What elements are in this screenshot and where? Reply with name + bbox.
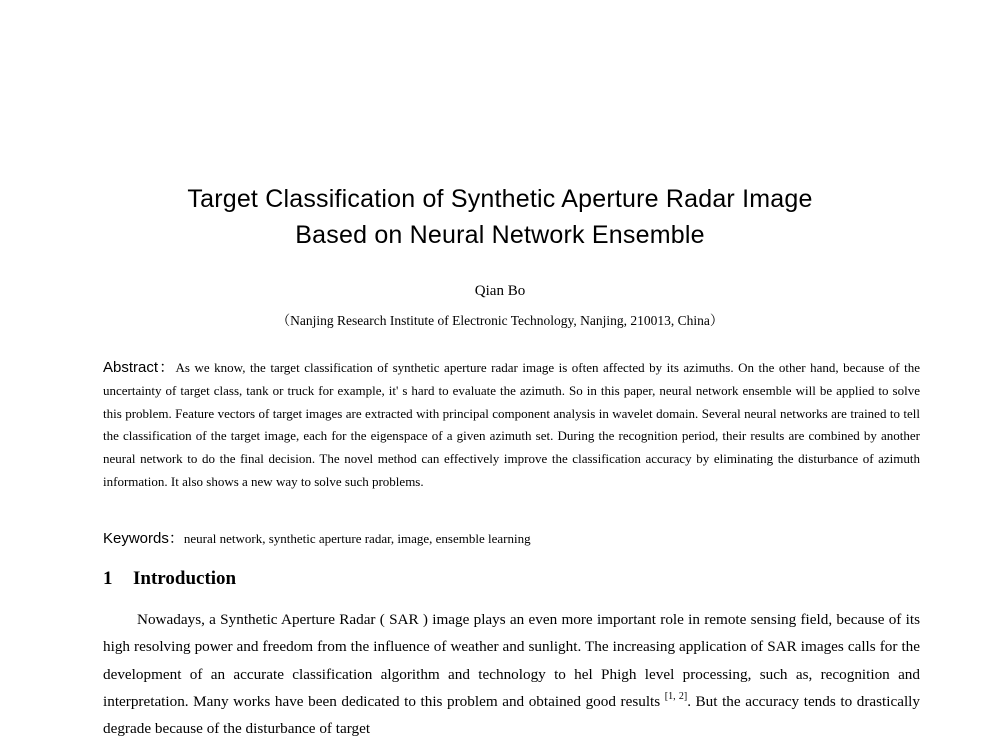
keywords bbox=[103, 528, 920, 550]
section-heading bbox=[103, 565, 236, 593]
author-affiliation: （Nanjing Research Institute of Electronic Technology, Nanjing, 210013, China） bbox=[276, 313, 724, 328]
keywords-text: neural network, synthetic aperture radar, image, ensemble learning bbox=[183, 531, 531, 546]
keywords-label: Keywords： bbox=[103, 530, 184, 547]
paper-title-line-1: Target Classification of Synthetic Aperture Radar Image bbox=[187, 185, 813, 213]
abstract bbox=[103, 357, 920, 494]
paper-title-line-2: Based on Neural Network Ensemble bbox=[295, 221, 705, 249]
author-name: Qian Bo bbox=[474, 283, 526, 299]
intro-text-part-2: . But the accuracy tends to drastically degrade because of the disturbance of target bbox=[103, 692, 920, 738]
abstract-text: As we know, the target classification of synthetic aperture radar image is often affected by its azimuths. On the other hand, because of the uncertainty of target class, tank or truck for example, it' s hard to evaluate the azimuth. So in this paper, neural network ensemble will be applied to solve this problem. Feature vectors of target images are extracted with principal component analysis in wavelet domain. Several neural networks are trained to tell the classification of the target image, each for the eigenspace of a given azimuth set. During the recognition period, their results are combined by another neural network to do the final decision. The novel method can effectively improve the classification accuracy by eliminating the disturbance of azimuth information. It also shows a new way to solve such problems. bbox=[103, 360, 920, 489]
citation: [1, 2] bbox=[664, 690, 688, 702]
introduction-paragraph bbox=[103, 606, 920, 742]
intro-text-part-1: Nowadays, a Synthetic Aperture Radar ( SAR ) image plays an even more important role in remote sensing field, because of its high resolving power and freedom from the influence of weather and sunlight. The increasing application of SAR images calls for the development of an accurate classification algorithm and technology to hel Phigh level processing, such as, recognition and interpretation. Many works have been dedicated to this problem and obtained good results bbox=[103, 611, 920, 710]
section-number: 1 bbox=[103, 568, 113, 589]
abstract-label: Abstract： bbox=[103, 359, 176, 376]
section-title: Introduction bbox=[133, 568, 237, 589]
